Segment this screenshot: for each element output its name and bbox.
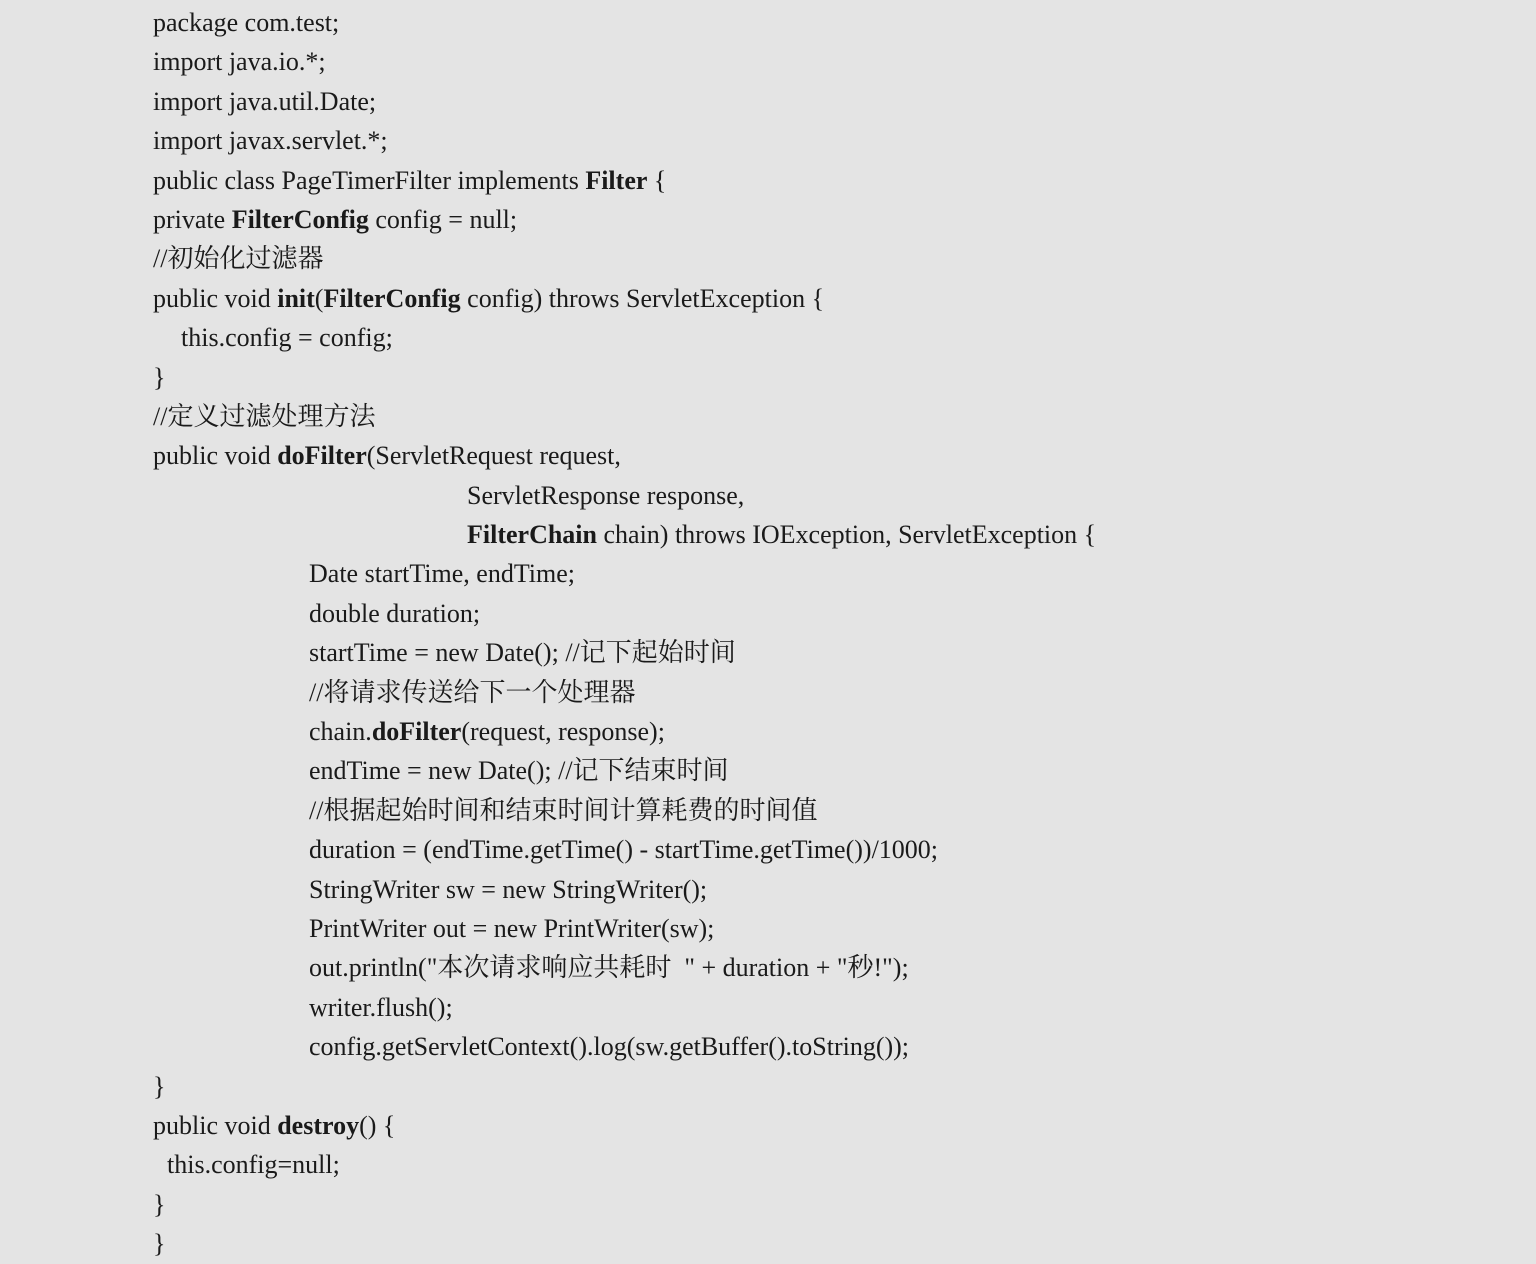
code-line xyxy=(0,476,1536,515)
code-text: (ServletRequest request, xyxy=(366,441,621,471)
code-line xyxy=(0,1185,1536,1224)
code-keyword: doFilter xyxy=(277,441,367,471)
code-text: //定义过滤处理方法 xyxy=(153,401,376,431)
code-line xyxy=(0,1067,1536,1106)
code-text: //将请求传送给下一个处理器 xyxy=(309,677,636,707)
code-line xyxy=(0,358,1536,397)
code-keyword: destroy xyxy=(277,1110,360,1140)
code-text: } xyxy=(153,1189,166,1219)
code-text: chain) throws IOException, ServletException { xyxy=(597,520,1097,550)
code-text: //初始化过滤器 xyxy=(153,244,324,274)
code-text: public void xyxy=(153,1110,278,1140)
code-keyword: FilterConfig xyxy=(231,204,369,234)
code-line xyxy=(0,1106,1536,1145)
code-text: import javax.servlet.*; xyxy=(153,126,388,156)
code-line xyxy=(0,200,1536,239)
code-line xyxy=(0,82,1536,121)
code-text: chain. xyxy=(309,717,372,747)
code-line xyxy=(0,988,1536,1027)
code-text: duration = (endTime.getTime() - startTime.getTime())/1000; xyxy=(309,835,939,865)
code-text: () { xyxy=(359,1110,396,1140)
code-keyword: FilterChain xyxy=(467,520,597,550)
code-text: config = null; xyxy=(368,204,518,234)
code-line xyxy=(0,830,1536,869)
code-line xyxy=(0,3,1536,42)
code-text: import java.io.*; xyxy=(153,47,326,77)
code-text: import java.util.Date; xyxy=(153,86,377,116)
code-text: startTime = new Date(); //记下起始时间 xyxy=(309,638,736,668)
code-line xyxy=(0,1145,1536,1184)
code-text: Date startTime, endTime; xyxy=(309,559,576,589)
code-text: //根据起始时间和结束时间计算耗费的时间值 xyxy=(309,795,818,825)
code-keyword: init xyxy=(277,283,315,313)
code-text: double duration; xyxy=(309,598,481,628)
code-line xyxy=(0,673,1536,712)
code-line xyxy=(0,712,1536,751)
code-line xyxy=(0,594,1536,633)
code-line xyxy=(0,1027,1536,1066)
code-text: PrintWriter out = new PrintWriter(sw); xyxy=(309,913,715,943)
code-line xyxy=(0,948,1536,987)
code-text: config) throws ServletException { xyxy=(460,283,825,313)
code-keyword: Filter xyxy=(585,165,648,195)
code-line xyxy=(0,121,1536,160)
code-line xyxy=(0,42,1536,81)
code-text: public class PageTimerFilter implements xyxy=(153,165,586,195)
code-line xyxy=(0,161,1536,200)
code-text: out.println("本次请求响应共耗时 " + duration + "秒!"); xyxy=(309,953,909,983)
code-line xyxy=(0,870,1536,909)
code-line xyxy=(0,633,1536,672)
code-line xyxy=(0,554,1536,593)
code-text: ( xyxy=(314,283,324,313)
code-text: } xyxy=(153,362,166,392)
code-text: public void xyxy=(153,283,278,313)
code-line xyxy=(0,515,1536,554)
code-text: this.config=null; xyxy=(167,1150,340,1180)
code-line xyxy=(0,751,1536,790)
code-line xyxy=(0,239,1536,278)
code-text: StringWriter sw = new StringWriter(); xyxy=(309,874,708,904)
code-line xyxy=(0,436,1536,475)
code-text: package com.test; xyxy=(153,8,340,37)
code-text: endTime = new Date(); //记下结束时间 xyxy=(309,756,729,786)
code-line xyxy=(0,1224,1536,1263)
code-line xyxy=(0,279,1536,318)
code-text: } xyxy=(153,1229,166,1259)
code-text: } xyxy=(153,1071,166,1101)
code-text: ServletResponse response, xyxy=(467,480,745,510)
code-keyword: FilterConfig xyxy=(323,283,461,313)
code-text: { xyxy=(647,165,667,195)
code-line xyxy=(0,791,1536,830)
code-text: writer.flush(); xyxy=(309,992,453,1022)
code-line xyxy=(0,397,1536,436)
code-line xyxy=(0,318,1536,357)
code-keyword: doFilter xyxy=(371,717,462,747)
code-listing xyxy=(0,3,1536,1264)
code-text: config.getServletContext().log(sw.getBuffer().toString()); xyxy=(309,1032,910,1062)
code-line xyxy=(0,909,1536,948)
code-text: (request, response); xyxy=(461,717,665,747)
code-text: this.config = config; xyxy=(181,323,393,353)
code-text: private xyxy=(153,204,232,234)
code-text: public void xyxy=(153,441,278,471)
